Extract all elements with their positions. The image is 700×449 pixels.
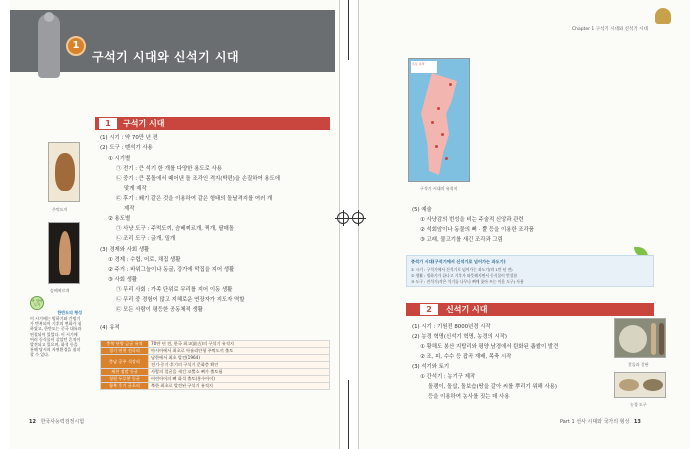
s2-line: ① 황해도 봉산 지탑리와 평양 남경에서 탄화된 좁쌀이 발견: [420, 344, 559, 350]
s1-line: ① 시기별: [108, 156, 131, 162]
hand-axe-photo: [48, 142, 80, 202]
site-marker-icon: [435, 145, 438, 148]
s1-line: (1) 시기 : 약 70만 년 전: [100, 135, 158, 141]
table-cell-label: 충남 공주 석장리: [101, 355, 149, 369]
note-title: 중석기 시대(구석기에서 신석기로 넘어가는 과도기): [411, 259, 506, 264]
s1-line: ㉠ 사냥 도구 : 주먹도끼, 슴베찌르개, 찍개, 팔매돌: [116, 226, 235, 232]
s1-line: ㉢ 후기 : 쐐기 같은 것을 이용하여 같은 형태의 돌날격지를 여러 개: [116, 196, 273, 202]
table-row: [101, 383, 330, 390]
s2-line: 등을 이용하여 농사를 짓는 데 사용: [428, 394, 510, 400]
art-line: ② 석회암이나 동물의 뼈 · 뿔 등을 이용한 조각품: [420, 227, 534, 233]
hand-axe-icon: [55, 153, 75, 191]
chapter-title: 구석기 시대와 신석기 시대: [92, 50, 240, 64]
s1-line: 제작: [124, 206, 135, 212]
part-title: 선사 시대와 국가의 형성: [576, 419, 630, 425]
registration-mark: [337, 212, 349, 224]
site-marker-icon: [441, 133, 444, 136]
table-cell-value: 전기·중기·후기의 구석기 문화층 확인: [149, 362, 330, 369]
site-marker-icon: [431, 121, 434, 124]
table-row: [101, 376, 330, 383]
table-row: [101, 355, 330, 362]
section-1-title: 구석기 시대: [123, 119, 165, 128]
korea-map: [408, 58, 470, 182]
running-chapter-title: 구석기 시대와 신석기 시대: [595, 27, 648, 32]
s1-line: ㉠ 전기 : 큰 석기 한 개를 다양한 용도로 사용: [116, 166, 222, 172]
grinding-stone-photo: [614, 318, 666, 358]
s2-line: ① 간석기 : 농기구 제작: [420, 374, 476, 380]
chapter-badge: 1: [66, 36, 86, 56]
s1-line: ㉡ 무리 중 경험이 많고 지혜로운 연장자가 지도자 역할: [116, 297, 245, 303]
grinding-stick-icon: [651, 323, 656, 355]
tanged-point-icon: [59, 231, 71, 275]
table-cell-value: 아시아에서 최초로 아슐리안형 주먹도끼 출토: [149, 348, 330, 355]
note-line: ② 생활 : 빙하기가 끝나고 기후가 따뜻해지면서 동식물이 번성함: [411, 273, 518, 278]
section-2-bar: [406, 303, 654, 316]
tanged-point-photo: [48, 222, 80, 284]
map-legend: [411, 61, 437, 73]
part-label: Part 1: [560, 419, 575, 425]
grinding-stick-icon: [659, 323, 664, 355]
deer-logo-icon: [655, 8, 671, 24]
section-1-number: 1: [99, 118, 117, 129]
section-2-title: 신석기 시대: [446, 305, 488, 314]
site-marker-icon: [445, 157, 448, 160]
s1-line: ㉡ 조리 도구 : 긁개, 밀개: [116, 236, 176, 242]
s1-line: (4) 유적: [100, 325, 120, 331]
table-row: [101, 369, 330, 376]
stone-hoe-icon: [619, 379, 639, 391]
note-line: ③ 도구 : 잔석기(작은 석기를 나무나 뼈에 꽂아 쓰는 이음 도구) 사용: [411, 279, 524, 284]
crop-mark: [348, 0, 349, 60]
book-title: 한국사능력검정시험: [40, 419, 85, 425]
running-header: [572, 26, 648, 33]
s2-line: (1) 시기 : 기원전 8000년경 시작: [412, 324, 491, 330]
sidebar-badge: 꼭 알아 두기: [30, 296, 44, 310]
crop-mark: [348, 380, 349, 449]
art-line: ③ 고래, 물고기를 새긴 조각과 그림: [420, 237, 503, 243]
grinding-stone-caption: 갈돌과 갈판: [628, 362, 649, 367]
s2-line: 돌괭이, 돌삽, 돌보습(땅을 갈아 씨를 뿌리기 위해 사용): [428, 384, 557, 390]
grinding-slab-icon: [619, 325, 647, 353]
sidebar-note: [30, 310, 82, 392]
hand-axe-caption: 주먹도끼: [52, 207, 68, 212]
right-page-number: 13: [633, 419, 641, 425]
section-1-bar: [95, 117, 330, 130]
map-caption: 구석기 시대의 유적지: [420, 186, 458, 191]
note-line: ① 시기 : 구석기에서 신석기로 넘어가는 과도기(약 1만 년 전): [411, 267, 513, 272]
table-cell-label: 제천 점말 동굴: [101, 369, 149, 376]
s1-line: ① 경제 : 수렵, 어로, 채집 생활: [108, 257, 181, 263]
farming-tools-photo: [614, 372, 666, 398]
table-cell-value: 70만 년 전, 한국 최고(最古)의 구석기 유적지: [149, 341, 330, 348]
s2-line: (3) 석기와 토기: [412, 364, 450, 370]
chapter-header-band: [10, 10, 335, 72]
table-cell-value: 북한 최초로 발견된 구석기 유적지: [149, 383, 330, 390]
running-chapter-label: Chapter 1: [572, 27, 595, 32]
table-cell-label: 함북 웅기 굴포리: [101, 383, 149, 390]
stone-plow-icon: [643, 379, 663, 391]
table-cell-label: 충북 단양 금굴 유적: [101, 341, 149, 348]
registration-mark: [352, 212, 364, 224]
table-cell-value: 어린아이의 뼈 화석 출토(흥수아이): [149, 376, 330, 383]
table-cell-label: 경기 연천 전곡리: [101, 348, 149, 355]
korean-peninsula-shape: [421, 73, 457, 175]
tanged-point-caption: 슴베찌르개: [50, 288, 70, 293]
sidebar-title: 한반도의 형성: [57, 310, 82, 315]
s1-line: ② 주거 : 바위그늘이나 동굴, 강가에 막집을 지어 생활: [108, 267, 235, 273]
s1-line: (2) 도구 : 뗀석기 사용: [100, 145, 153, 151]
section-2-number: 2: [420, 304, 438, 315]
art-line: ① 사냥감의 번성을 비는 주술적 신앙과 관련: [420, 217, 524, 223]
farming-tools-caption: 농경 도구: [630, 402, 647, 407]
s1-line: ㉠ 무리 사회 : 가족 단위로 무리를 지어 이동 생활: [116, 287, 233, 293]
table-cell-value: 남한에서 최초 발견(1964): [149, 355, 330, 362]
table-cell-value: 사람의 얼굴을 새긴 코뿔소 뼈가 출토됨: [149, 369, 330, 376]
left-page-number: 12: [29, 419, 36, 425]
art-line: (5) 예술: [412, 207, 432, 213]
s1-line: ② 용도별: [108, 216, 131, 222]
site-marker-icon: [437, 107, 440, 110]
table-row: [101, 341, 330, 348]
s2-line: ② 조, 피, 수수 등 잡곡 재배, 목축 시작: [420, 354, 512, 360]
right-footer: [560, 418, 644, 425]
stone-statue-icon: [38, 14, 60, 78]
left-footer: [26, 418, 84, 425]
table-row: [101, 348, 330, 355]
table-cell-label: 청원 두루봉 동굴: [101, 376, 149, 383]
s2-line: (2) 농경 혁명(신석기 혁명, 농경의 시작): [412, 334, 508, 340]
s1-line: ㉢ 모든 사람이 평등한 공동체적 생활: [116, 307, 203, 313]
s1-line: ㉡ 중기 : 큰 몸돌에서 떼어낸 돌 조각인 격지(박편)을 손질하여 용도에: [116, 176, 280, 182]
map-legend-title: 주요 유적: [412, 62, 425, 66]
sidebar-body: 이 시기에는 빙하기와 간빙기가 반복되어 기후의 변화가 심하였고, 한반도는 중국 대륙과 연결되어 있었다. 이 시기에 여러 동식물이 살았던 흔적이 발견되고 있으며, 화석 등을 통해 당시의 자연환경을 짐작할 수 있다.: [30, 316, 82, 358]
sites-table: [100, 340, 330, 390]
s1-line: ③ 사회 생활: [108, 277, 138, 283]
s1-line: (3) 경제와 사회 생활: [100, 247, 150, 253]
site-marker-icon: [449, 83, 452, 86]
mesolithic-note: [406, 255, 654, 287]
s1-line: 맞게 제작: [124, 186, 147, 192]
